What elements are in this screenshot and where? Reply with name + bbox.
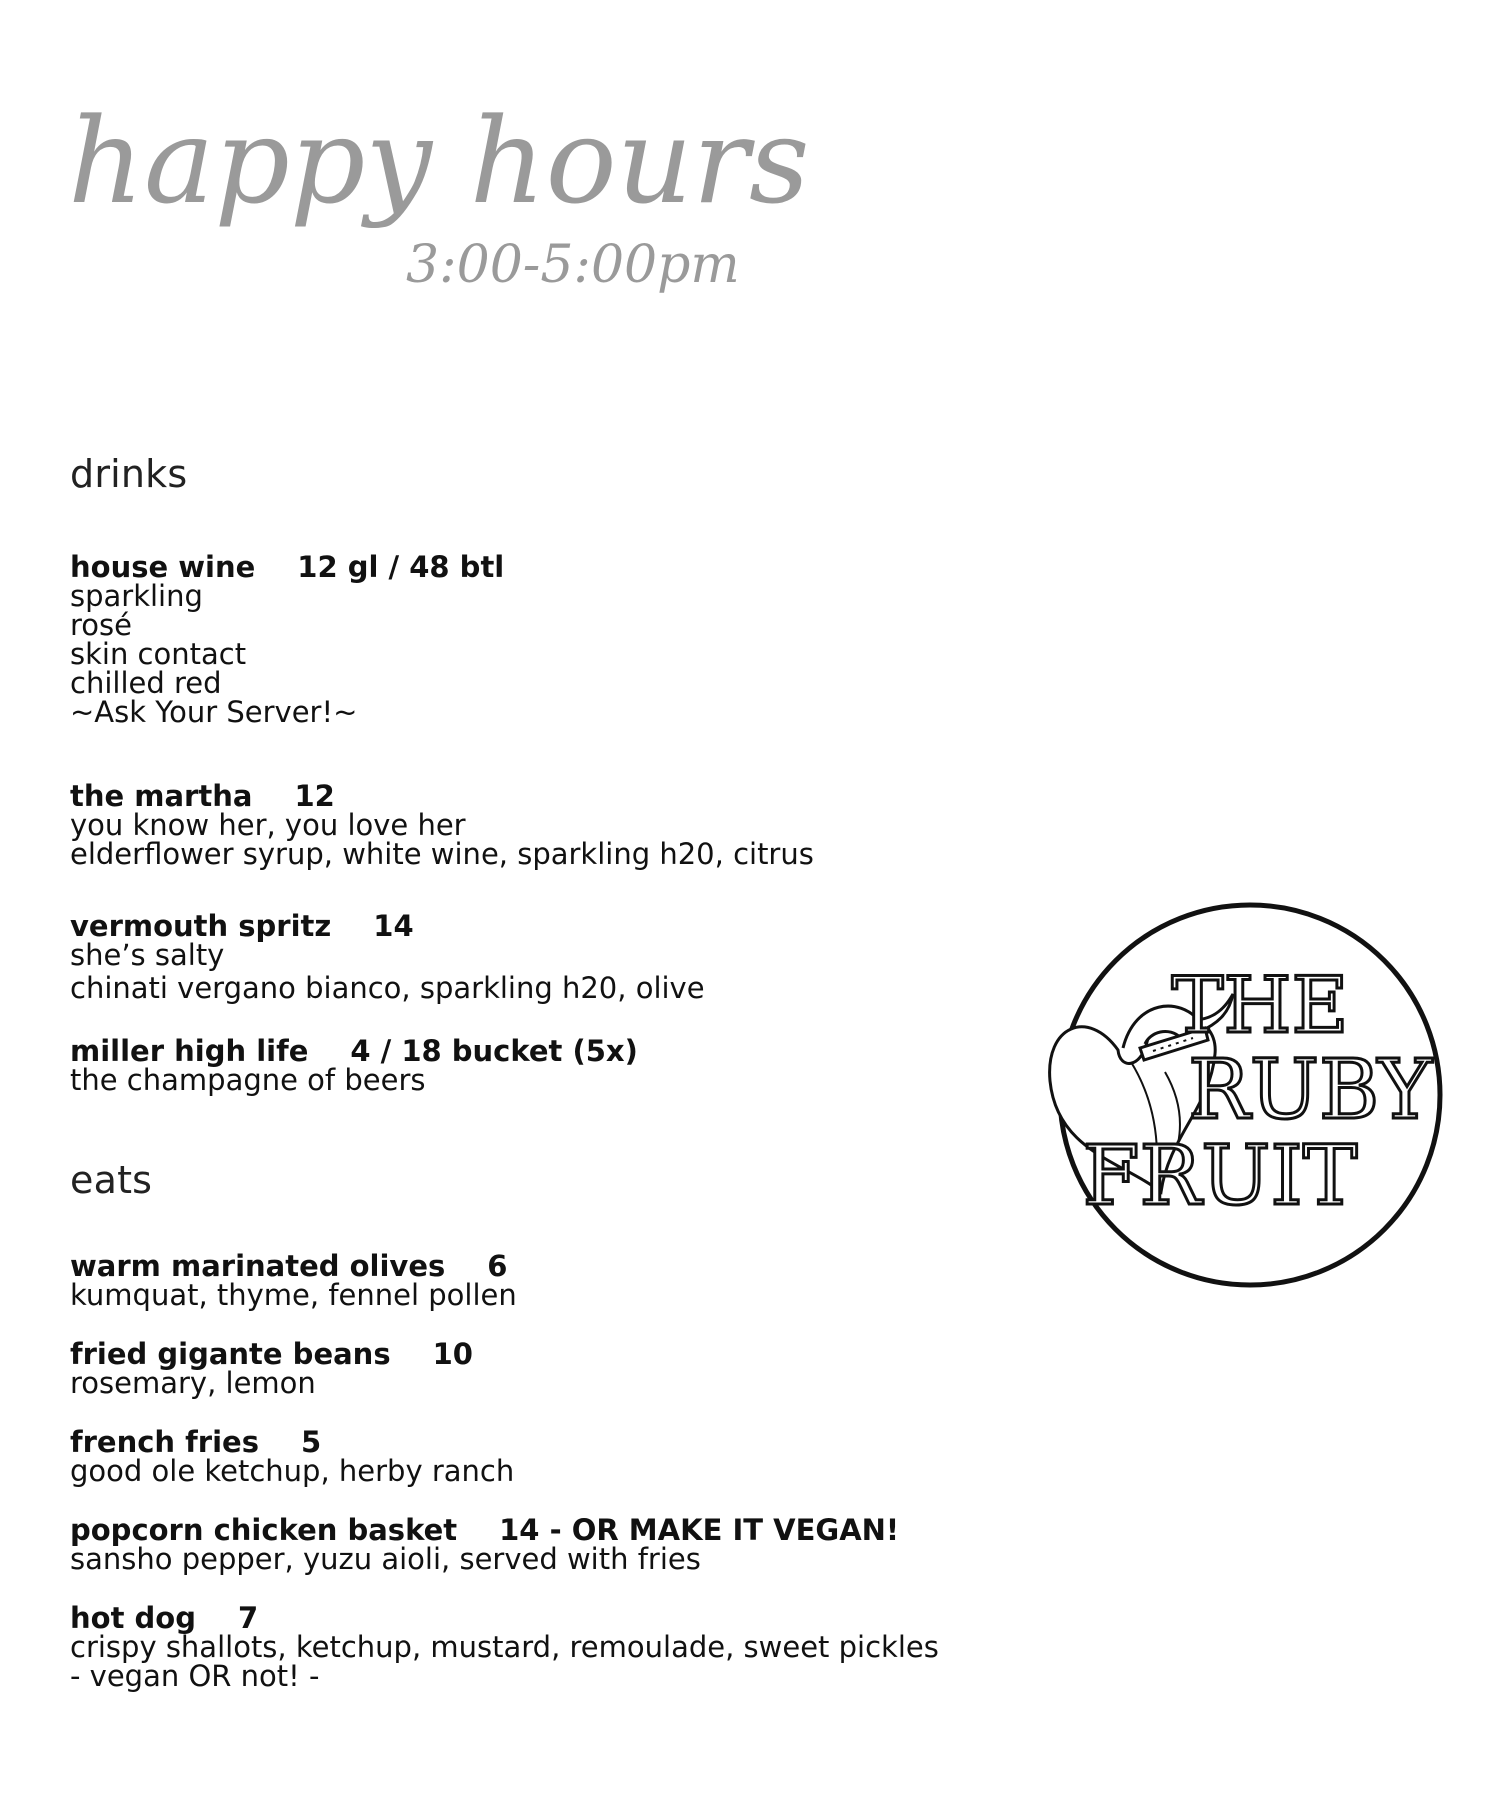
item-price: 6 bbox=[487, 1249, 508, 1283]
item-title-line bbox=[70, 779, 970, 813]
item-desc-line: skin contact bbox=[70, 637, 247, 671]
item-title-line bbox=[70, 909, 970, 943]
item-title-line bbox=[70, 1601, 970, 1635]
item-name: popcorn chicken basket bbox=[70, 1513, 458, 1547]
item-title-line bbox=[70, 1425, 970, 1459]
item-desc-line: she’s salty bbox=[70, 938, 225, 972]
logo-word-the: THE bbox=[1171, 961, 1349, 1051]
title-text: happy hours bbox=[68, 92, 810, 230]
item-desc-line: rosemary, lemon bbox=[70, 1366, 316, 1400]
happy-hours-script-art bbox=[68, 82, 828, 382]
item-name: miller high life bbox=[70, 1034, 309, 1068]
item-desc-line: elderflower syrup, white wine, sparkling h20, citrus bbox=[70, 837, 814, 871]
menu-item-the-martha bbox=[70, 779, 970, 871]
item-price: 14 bbox=[373, 909, 414, 943]
item-price: 5 bbox=[300, 1425, 322, 1459]
item-desc-line: sparkling bbox=[70, 579, 203, 613]
logo-word-fruit: FRUIT bbox=[1082, 1129, 1358, 1224]
item-price: 4 / 18 bucket (5x) bbox=[350, 1034, 638, 1068]
item-desc-line: chilled red bbox=[70, 666, 222, 700]
item-desc-line: good ole ketchup, herby ranch bbox=[70, 1454, 515, 1488]
time-text: 3:00-5:00pm bbox=[406, 235, 740, 295]
item-title-line bbox=[70, 550, 970, 584]
item-title-line bbox=[70, 1337, 970, 1371]
item-price: 12 bbox=[294, 779, 335, 813]
menu-item-vermouth-spritz bbox=[70, 909, 970, 1005]
item-name: the martha bbox=[70, 779, 253, 813]
menu-item-fried-gigante-beans bbox=[70, 1337, 970, 1400]
eats-heading: eats bbox=[70, 1158, 153, 1202]
item-name: house wine bbox=[70, 550, 256, 584]
item-name: hot dog bbox=[70, 1601, 196, 1635]
item-name: warm marinated olives bbox=[70, 1249, 446, 1283]
item-desc-line: ~Ask Your Server!~ bbox=[70, 695, 358, 729]
menu-item-house-wine bbox=[70, 550, 970, 729]
menu-item-popcorn-chicken-basket bbox=[70, 1513, 970, 1576]
ruby-fruit-logo-art bbox=[1045, 900, 1455, 1290]
happy-hours-title bbox=[68, 82, 828, 382]
item-title-line bbox=[70, 1034, 970, 1068]
item-desc-line: you know her, you love her bbox=[70, 808, 466, 842]
item-desc-line: chinati vergano bianco, sparkling h20, olive bbox=[70, 971, 705, 1005]
item-desc-line: the champagne of beers bbox=[70, 1063, 426, 1097]
item-price: 10 bbox=[432, 1337, 473, 1371]
item-title-line bbox=[70, 1249, 970, 1283]
menu-item-french-fries bbox=[70, 1425, 970, 1488]
item-price: 14 - OR MAKE IT VEGAN! bbox=[499, 1513, 900, 1547]
item-desc-line: sansho pepper, yuzu aioli, served with fries bbox=[70, 1542, 701, 1576]
item-desc-line: crispy shallots, ketchup, mustard, remoulade, sweet pickles bbox=[70, 1630, 939, 1664]
logo-word-ruby: RUBY bbox=[1188, 1043, 1432, 1138]
item-desc-line: rosé bbox=[70, 608, 132, 642]
menu-item-miller-high-life bbox=[70, 1034, 970, 1097]
item-name: french fries bbox=[70, 1425, 259, 1459]
item-desc-line: - vegan OR not! - bbox=[70, 1659, 320, 1693]
item-desc-line: kumquat, thyme, fennel pollen bbox=[70, 1278, 517, 1312]
menu-item-hot-dog bbox=[70, 1601, 970, 1693]
menu-item-warm-marinated-olives bbox=[70, 1249, 970, 1312]
drinks-heading: drinks bbox=[70, 452, 188, 496]
item-price: 12 gl / 48 btl bbox=[297, 550, 505, 584]
item-price: 7 bbox=[237, 1601, 259, 1635]
ruby-fruit-logo bbox=[1045, 900, 1455, 1290]
item-name: fried gigante beans bbox=[70, 1337, 391, 1371]
item-name: vermouth spritz bbox=[70, 909, 332, 943]
item-title-line bbox=[70, 1513, 970, 1547]
